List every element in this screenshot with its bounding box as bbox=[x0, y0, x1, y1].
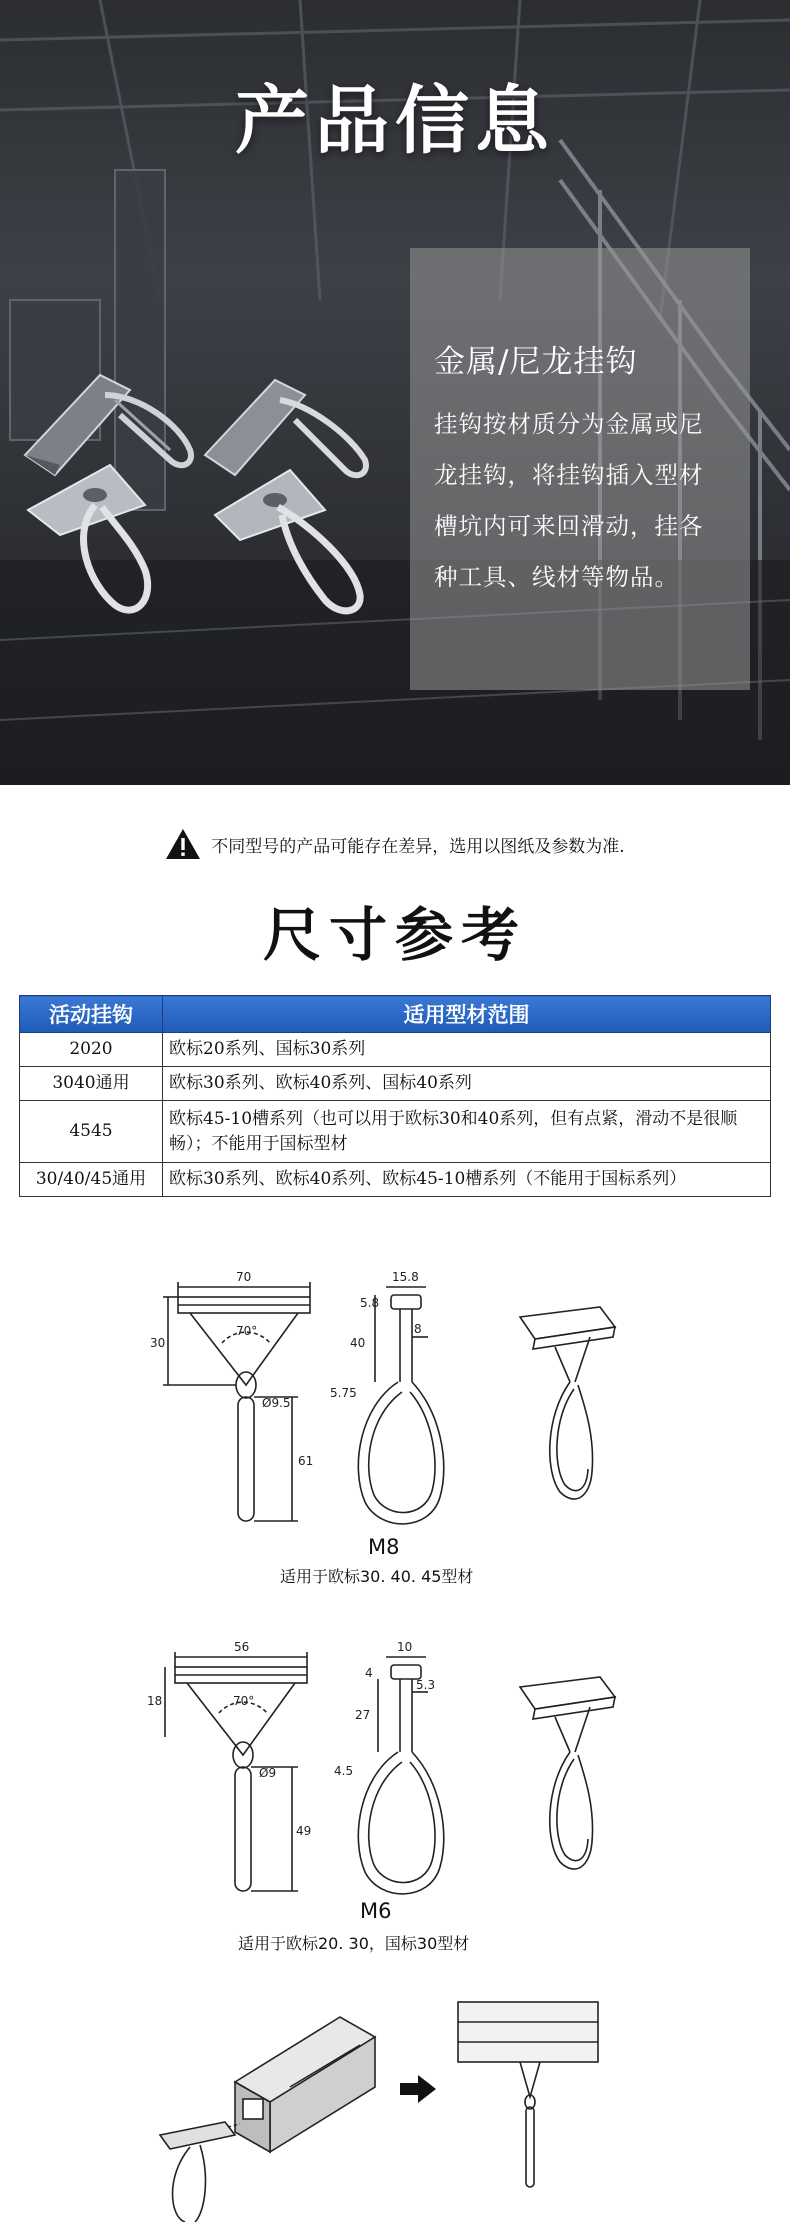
cell-model: 4545 bbox=[20, 1101, 163, 1163]
caption-m8: 适用于欧标30. 40. 45型材 bbox=[280, 1567, 474, 1586]
dim-head-height: 4 bbox=[365, 1666, 373, 1680]
hero-title: 产品信息 bbox=[235, 78, 555, 164]
install-diagram bbox=[0, 1977, 790, 2222]
info-panel bbox=[410, 248, 750, 690]
dim-neck: 5.3 bbox=[416, 1678, 436, 1692]
dim-ring: Ø9 bbox=[259, 1766, 277, 1780]
cell-range: 欧标30系列、欧标40系列、欧标45-10槽系列（不能用于国标系列） bbox=[163, 1163, 771, 1197]
dim-length: 61 bbox=[298, 1454, 314, 1468]
cell-range: 欧标20系列、国标30系列 bbox=[163, 1033, 771, 1067]
dim-height: 30 bbox=[150, 1336, 166, 1350]
table-row bbox=[20, 1163, 771, 1197]
spec-table bbox=[19, 995, 771, 1197]
table-header-row bbox=[20, 996, 771, 1033]
panel-line: 挂钩按材质分为金属或尼 bbox=[434, 410, 704, 438]
dim-wire: 5.75 bbox=[330, 1386, 357, 1400]
panel-description bbox=[434, 399, 724, 603]
right-arrow-icon bbox=[400, 2075, 436, 2103]
cell-model: 3040通用 bbox=[20, 1067, 163, 1101]
size-section-title: 尺寸参考 bbox=[262, 901, 527, 969]
dim-wire: 4.5 bbox=[334, 1764, 354, 1778]
dim-shank: 27 bbox=[355, 1708, 371, 1722]
dim-shank: 40 bbox=[350, 1336, 366, 1350]
dim-ring: Ø9.5 bbox=[262, 1396, 291, 1410]
notice-bar bbox=[0, 785, 790, 885]
panel-line: 种工具、线材等物品。 bbox=[434, 563, 679, 591]
caption-m6: 适用于欧标20. 30，国标30型材 bbox=[238, 1934, 470, 1953]
installation-illustration bbox=[0, 1977, 790, 2222]
panel-line: 槽坑内可来回滑动，挂各 bbox=[434, 512, 704, 540]
table-header-range: 适用型材范围 bbox=[163, 996, 771, 1033]
table-row bbox=[20, 1067, 771, 1101]
dim-neck: 8 bbox=[414, 1322, 422, 1336]
panel-line: 龙挂钩，将挂钩插入型材 bbox=[434, 461, 704, 489]
model-label-m6: M6 bbox=[360, 1899, 392, 1923]
dim-width: 56 bbox=[234, 1640, 250, 1654]
m6-technical-drawing bbox=[0, 1637, 790, 1977]
model-label-m8: M8 bbox=[368, 1535, 400, 1559]
dim-length: 49 bbox=[296, 1824, 312, 1838]
dim-height: 18 bbox=[147, 1694, 163, 1708]
drawing-m6 bbox=[0, 1637, 790, 1977]
dim-angle: 70° bbox=[236, 1324, 258, 1338]
dim-head-width: 15.8 bbox=[392, 1270, 419, 1284]
hero-section bbox=[0, 0, 790, 785]
table-row bbox=[20, 1033, 771, 1067]
panel-heading: 金属/尼龙挂钩 bbox=[434, 344, 638, 380]
cell-range: 欧标45-10槽系列（也可以用于欧标30和40系列，但有点紧，滑动不是很顺畅）；不能用于国标型材 bbox=[163, 1101, 771, 1163]
warning-icon bbox=[165, 828, 201, 860]
dim-head-width: 10 bbox=[397, 1640, 413, 1654]
cell-model: 30/40/45通用 bbox=[20, 1163, 163, 1197]
table-header-model: 活动挂钩 bbox=[20, 996, 163, 1033]
dim-angle: 70° bbox=[233, 1694, 255, 1708]
dim-head-height: 5.8 bbox=[360, 1296, 380, 1310]
notice-text: 不同型号的产品可能存在差异，选用以图纸及参数为准. bbox=[211, 836, 625, 857]
table-row bbox=[20, 1101, 771, 1163]
dim-width: 70 bbox=[236, 1270, 252, 1284]
hook-product-photo bbox=[20, 355, 420, 625]
cell-model: 2020 bbox=[20, 1033, 163, 1067]
cell-range: 欧标30系列、欧标40系列、国标40系列 bbox=[163, 1067, 771, 1101]
drawing-m8 bbox=[0, 1267, 790, 1637]
